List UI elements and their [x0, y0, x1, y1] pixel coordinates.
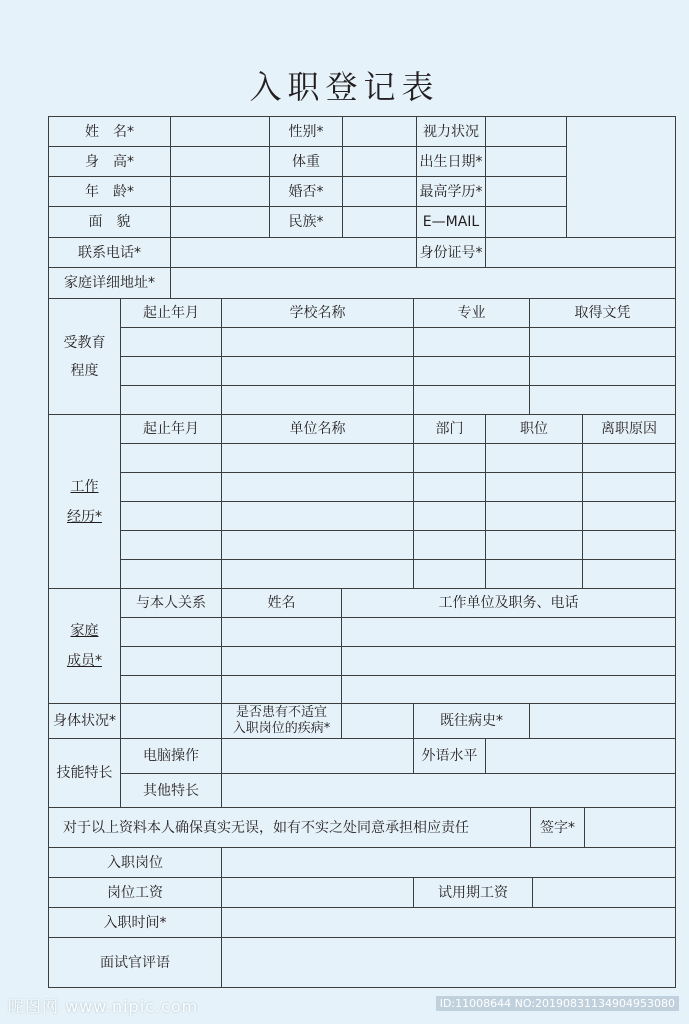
work-row-5-department[interactable]: [413, 559, 486, 589]
work-row-2-department[interactable]: [413, 472, 486, 502]
medical-history-label: 既往病史*: [413, 703, 530, 739]
work-header-leave-reason: 离职原因: [582, 414, 676, 444]
edu-row-1-diploma[interactable]: [529, 327, 676, 357]
height-field[interactable]: [170, 146, 270, 177]
family-row-1-name[interactable]: [221, 617, 342, 647]
ethnicity-field[interactable]: [342, 206, 417, 238]
watermark-id: ID:11008644 NO:20190831134904953080: [436, 996, 679, 1011]
edu-row-3-diploma[interactable]: [529, 385, 676, 415]
appearance-label: 面 貌: [48, 206, 171, 238]
family-row-2-relation[interactable]: [120, 646, 222, 676]
work-header-period: 起止年月: [120, 414, 222, 444]
signature-label: 签字*: [530, 807, 585, 848]
appearance-field[interactable]: [170, 206, 270, 238]
computer-skill-field[interactable]: [221, 738, 414, 774]
edu-header-school: 学校名称: [221, 298, 414, 328]
education-level-label: 最高学历*: [416, 176, 486, 207]
work-row-3-position[interactable]: [485, 501, 583, 531]
edu-row-3-period[interactable]: [120, 385, 222, 415]
ethnicity-label: 民族*: [269, 206, 343, 238]
id-number-label: 身份证号*: [416, 237, 486, 268]
other-skills-label: 其他特长: [120, 773, 222, 808]
family-section-label: 家庭 成员*: [48, 588, 121, 704]
computer-skill-label: 电脑操作: [120, 738, 222, 774]
position-label: 入职岗位: [48, 847, 222, 878]
email-field[interactable]: [485, 206, 567, 238]
probation-salary-label: 试用期工资: [413, 877, 533, 908]
other-skills-field[interactable]: [221, 773, 676, 808]
family-row-1-relation[interactable]: [120, 617, 222, 647]
salary-field[interactable]: [221, 877, 414, 908]
family-header-employer: 工作单位及职务、电话: [341, 588, 676, 618]
marital-label: 婚否*: [269, 176, 343, 207]
work-header-department: 部门: [413, 414, 486, 444]
edu-header-period: 起止年月: [120, 298, 222, 328]
family-row-3-relation[interactable]: [120, 675, 222, 704]
work-row-4-position[interactable]: [485, 530, 583, 560]
edu-row-1-major[interactable]: [413, 327, 530, 357]
gender-field[interactable]: [342, 116, 417, 147]
health-field[interactable]: [120, 703, 222, 739]
email-label: E—MAIL: [416, 206, 486, 238]
page-title: 入职登记表: [249, 68, 440, 106]
work-row-4-company[interactable]: [221, 530, 414, 560]
height-label: 身 高*: [48, 146, 171, 177]
work-row-2-period[interactable]: [120, 472, 222, 502]
family-row-1-employer[interactable]: [341, 617, 676, 647]
work-row-1-period[interactable]: [120, 443, 222, 473]
education-level-field[interactable]: [485, 176, 567, 207]
work-row-5-period[interactable]: [120, 559, 222, 589]
work-row-5-leave-reason[interactable]: [582, 559, 676, 589]
address-label: 家庭详细地址*: [48, 267, 171, 299]
family-row-3-name[interactable]: [221, 675, 342, 704]
gender-label: 性别*: [269, 116, 343, 147]
edu-row-2-major[interactable]: [413, 356, 530, 386]
vision-field[interactable]: [485, 116, 567, 147]
signature-field[interactable]: [584, 807, 676, 848]
edu-row-2-school[interactable]: [221, 356, 414, 386]
work-row-5-position[interactable]: [485, 559, 583, 589]
work-row-2-leave-reason[interactable]: [582, 472, 676, 502]
work-header-company: 单位名称: [221, 414, 414, 444]
edu-header-diploma: 取得文凭: [529, 298, 676, 328]
language-level-label: 外语水平: [413, 738, 486, 774]
birth-label: 出生日期*: [416, 146, 486, 177]
skills-label: 技能特长: [48, 738, 121, 808]
family-header-name: 姓名: [221, 588, 342, 618]
interviewer-comment-field[interactable]: [221, 937, 676, 988]
phone-label: 联系电话*: [48, 237, 171, 268]
address-field[interactable]: [170, 267, 676, 299]
work-row-3-company[interactable]: [221, 501, 414, 531]
photo-box[interactable]: [566, 116, 676, 238]
edu-row-2-diploma[interactable]: [529, 356, 676, 386]
name-label: 姓 名*: [48, 116, 171, 147]
weight-field[interactable]: [342, 146, 417, 177]
probation-salary-field[interactable]: [532, 877, 676, 908]
unsuitable-disease-field[interactable]: [341, 703, 414, 739]
interviewer-comment-label: 面试官评语: [48, 937, 222, 988]
family-header-relation: 与本人关系: [120, 588, 222, 618]
work-section-label: 工作 经历*: [48, 414, 121, 589]
health-label: 身体状况*: [48, 703, 121, 739]
position-field[interactable]: [221, 847, 676, 878]
watermark-logo: 昵图网 www.nipic.com: [8, 997, 199, 1016]
start-time-field[interactable]: [221, 907, 676, 938]
work-row-3-period[interactable]: [120, 501, 222, 531]
vision-label: 视力状况: [416, 116, 486, 147]
work-header-position: 职位: [485, 414, 583, 444]
edu-row-1-school[interactable]: [221, 327, 414, 357]
education-section-label: 受教育 程度: [48, 298, 121, 415]
work-row-4-period[interactable]: [120, 530, 222, 560]
phone-field[interactable]: [170, 237, 417, 268]
work-row-1-company[interactable]: [221, 443, 414, 473]
birth-field[interactable]: [485, 146, 567, 177]
salary-label: 岗位工资: [48, 877, 222, 908]
edu-row-3-major[interactable]: [413, 385, 530, 415]
start-time-label: 入职时间*: [48, 907, 222, 938]
work-row-1-department[interactable]: [413, 443, 486, 473]
work-row-4-department[interactable]: [413, 530, 486, 560]
age-label: 年 龄*: [48, 176, 171, 207]
family-row-2-employer[interactable]: [341, 646, 676, 676]
family-row-2-name[interactable]: [221, 646, 342, 676]
work-row-4-leave-reason[interactable]: [582, 530, 676, 560]
work-row-2-position[interactable]: [485, 472, 583, 502]
work-row-1-leave-reason[interactable]: [582, 443, 676, 473]
language-level-field[interactable]: [485, 738, 676, 774]
edu-header-major: 专业: [413, 298, 530, 328]
unsuitable-disease-label: 是否患有不适宜 入职岗位的疾病*: [221, 703, 342, 739]
edu-row-3-school[interactable]: [221, 385, 414, 415]
id-number-field[interactable]: [485, 237, 676, 268]
work-row-3-leave-reason[interactable]: [582, 501, 676, 531]
work-row-1-position[interactable]: [485, 443, 583, 473]
weight-label: 体重: [269, 146, 343, 177]
work-row-2-company[interactable]: [221, 472, 414, 502]
name-field[interactable]: [170, 116, 270, 147]
family-row-3-employer[interactable]: [341, 675, 676, 704]
edu-row-2-period[interactable]: [120, 356, 222, 386]
work-row-3-department[interactable]: [413, 501, 486, 531]
age-field[interactable]: [170, 176, 270, 207]
declaration-text: 对于以上资料本人确保真实无误，如有不实之处同意承担相应责任: [48, 807, 531, 848]
marital-field[interactable]: [342, 176, 417, 207]
work-row-5-company[interactable]: [221, 559, 414, 589]
medical-history-field[interactable]: [529, 703, 676, 739]
edu-row-1-period[interactable]: [120, 327, 222, 357]
